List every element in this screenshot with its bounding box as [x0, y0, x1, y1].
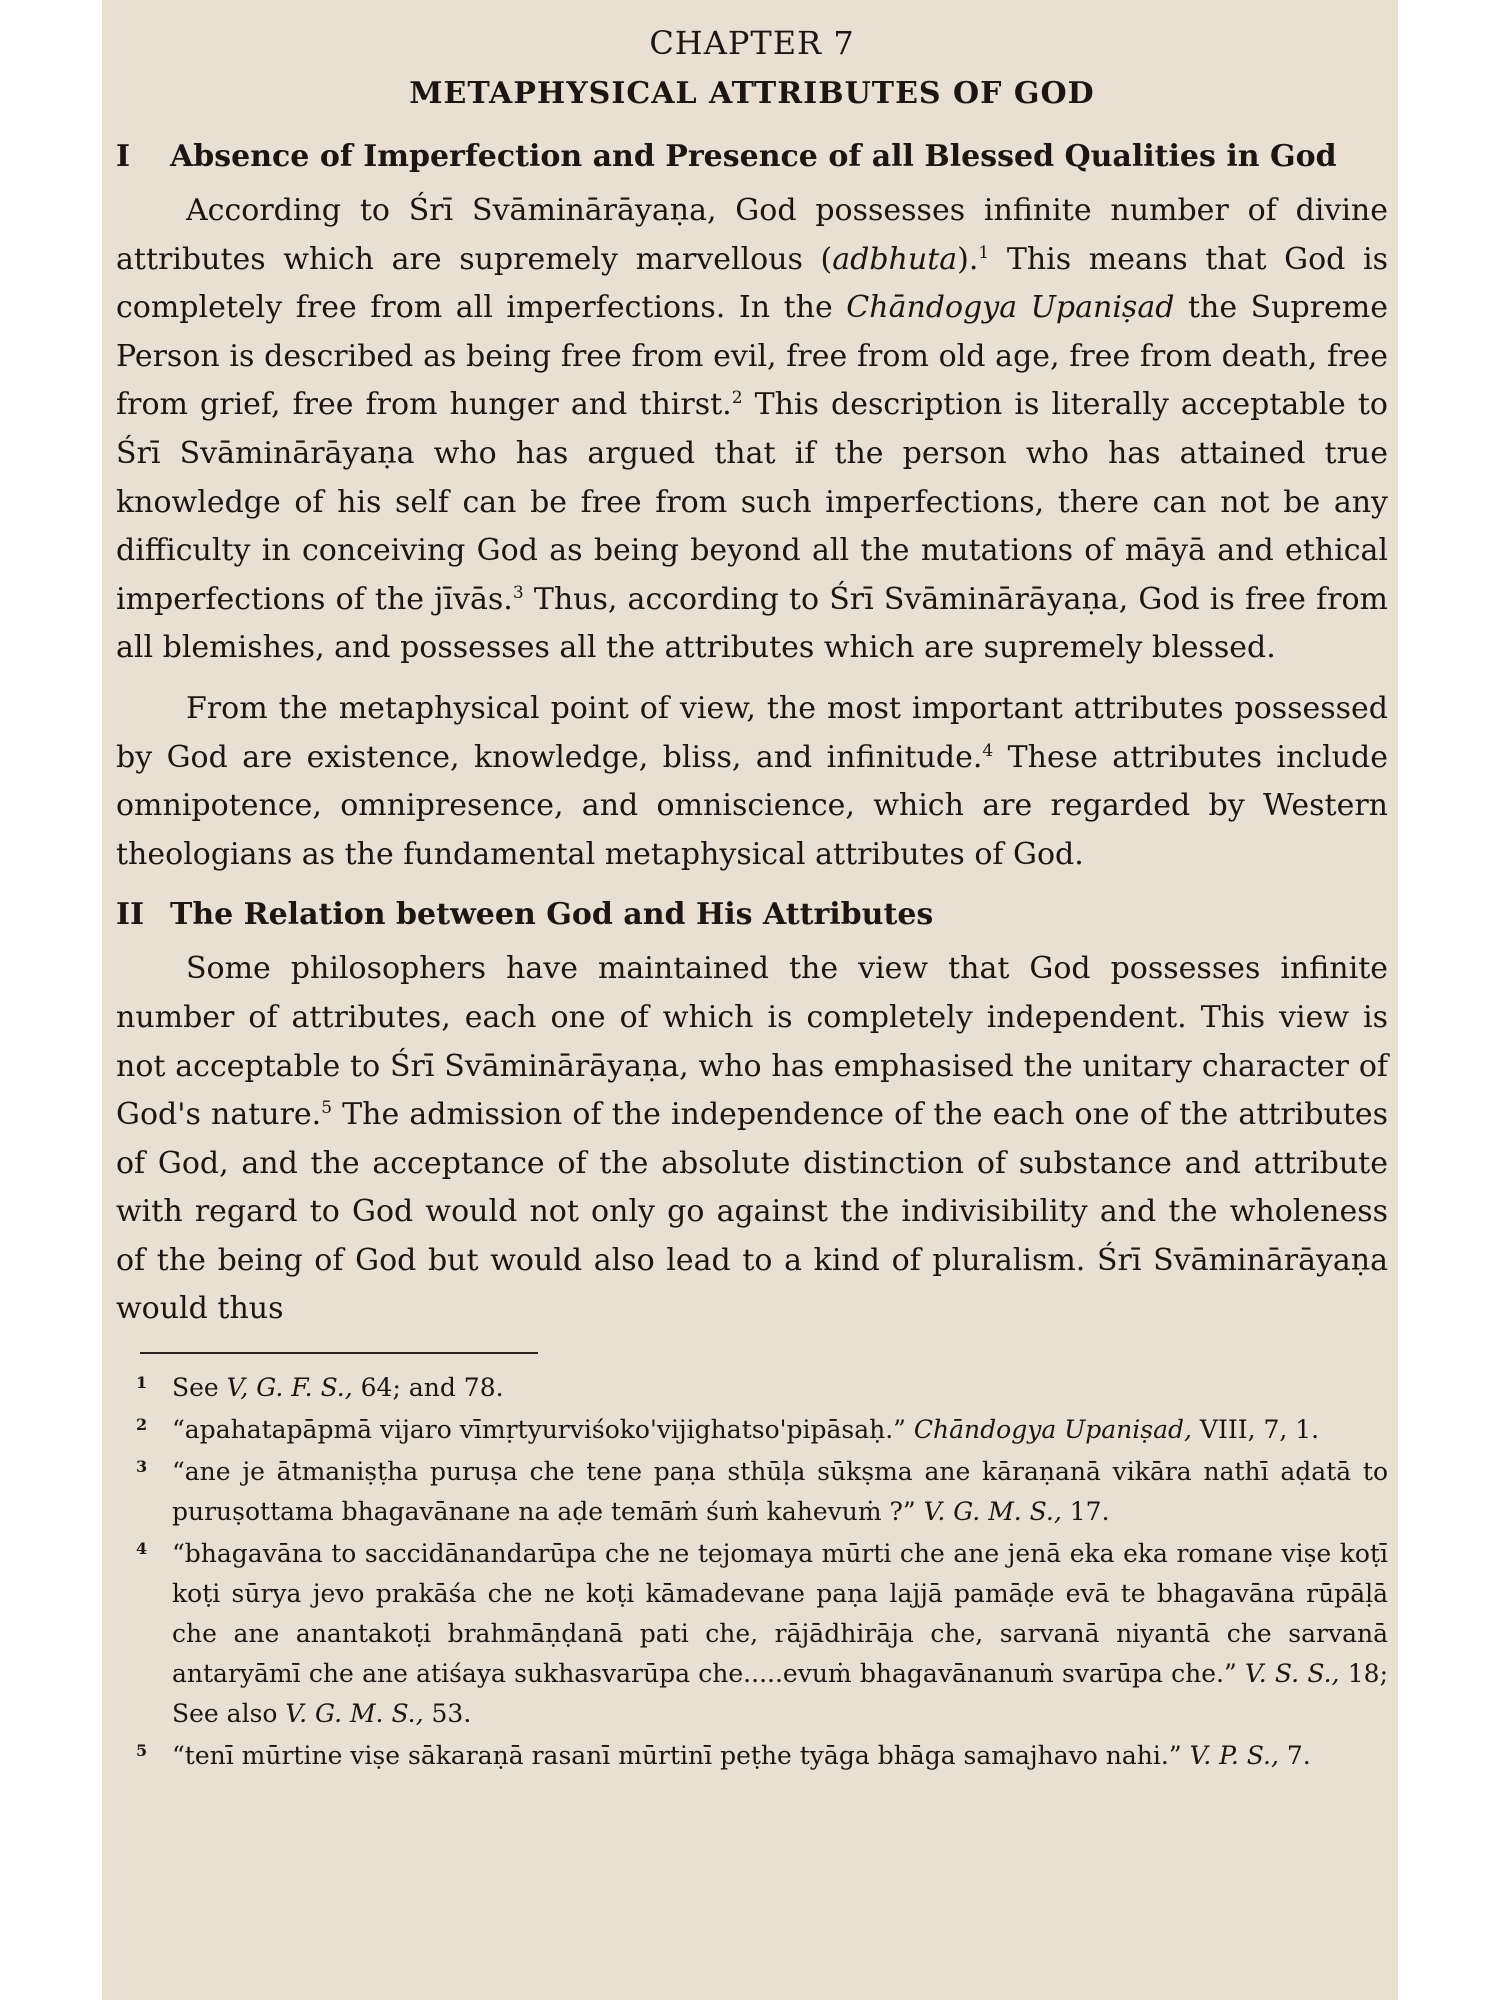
body-paragraph	[116, 945, 1388, 1334]
footnote-reference[interactable]: 3	[512, 582, 524, 603]
footnote	[116, 1452, 1388, 1532]
text-segment: “ane je ātmaniṣṭha puruṣa che tene paṇa sthūḷa sūkṣma ane kāraṇanā vikāra nathī aḍatā to puruṣottama bhagavānane na aḍe temāṁ śuṁ kahevuṁ ?”	[172, 1457, 1388, 1527]
text-segment: Some philosophers have maintained the view that God possesses infinite number of attributes, each one of which is completely independent. This view is not acceptable to Śrī Svāminārāyaṇa, who has emphasised the unitary character of God's nature.	[116, 951, 1388, 1133]
book-page	[102, 0, 1398, 2000]
section-title: Absence of Imperfection and Presence of all Blessed Qualities in God	[170, 139, 1337, 174]
text-segment: “bhagavāna to saccidānandarūpa che ne tejomaya mūrti che ane jenā eka eka romane viṣe koṭī koṭi sūrya jevo prakāśa che ne koṭi kāmadevane paṇa lajjā pamāḍe evā te bhagavāna rūpāḷā che ane anantakoṭi brahmāṇḍanā pati che, rājādhirāja che, sarvanā niyantā che sarvanā antaryāmī che ane atiśaya sukhasvarūpa che.....evuṁ bhagavānanuṁ svarūpa che.”	[172, 1539, 1388, 1689]
text-segment: 18; See also	[172, 1659, 1389, 1729]
text-segment: Thus, according to Śrī Svāminārāyaṇa, God is free from all blemishes, and possesses all the attributes which are supremely blessed.	[116, 581, 1388, 666]
text-segment: V. G. M. S.,	[923, 1497, 1062, 1527]
footnote-reference[interactable]: 2	[731, 388, 743, 409]
text-segment: See	[172, 1373, 227, 1403]
text-segment: V. G. M. S.,	[285, 1699, 424, 1729]
footnote-text	[172, 1410, 1388, 1450]
footnote-text	[172, 1534, 1388, 1734]
footnote-mark: 4	[136, 1539, 148, 1559]
footnote-reference[interactable]: 1	[978, 242, 990, 263]
footnote-text	[172, 1368, 1388, 1408]
text-segment: This description is literally acceptable to Śrī Svāminārāyaṇa who has argued that if the person who has attained true knowledge of his self can be free from such imperfections, there can not be any difficulty in conceiving God as being beyond all the mutations of māyā and ethical imperfections of the jīvās.	[116, 387, 1388, 617]
chapter-title: METAPHYSICAL ATTRIBUTES OF GOD	[409, 76, 1095, 111]
footnote	[116, 1410, 1388, 1450]
text-segment: 53.	[423, 1699, 472, 1729]
footnotes-list	[116, 1368, 1388, 1776]
text-segment: ).	[957, 241, 979, 277]
text-segment: 64; and 78.	[352, 1373, 504, 1403]
footnote-text	[172, 1452, 1388, 1532]
text-segment: V, G. F. S.,	[226, 1373, 353, 1403]
text-segment: V. P. S.,	[1189, 1741, 1279, 1771]
text-segment: From the metaphysical point of view, the most important attributes possessed by God are existence, knowledge, bliss, and infinitude.	[116, 690, 1388, 775]
section-title: The Relation between God and His Attributes	[170, 897, 934, 933]
footnote	[116, 1534, 1388, 1734]
text-segment: adbhuta	[832, 241, 958, 277]
text-segment: Chāndogya Upaniṣad,	[913, 1415, 1192, 1445]
section-heading	[116, 891, 1388, 939]
section-number: I	[116, 139, 131, 174]
footnote-divider	[140, 1352, 538, 1354]
body-paragraph	[116, 187, 1388, 673]
section-heading	[116, 133, 1388, 181]
footnote	[116, 1368, 1388, 1408]
sections-container	[116, 133, 1388, 1334]
footnote-mark: 1	[136, 1373, 148, 1393]
footnote-reference[interactable]: 5	[321, 1098, 333, 1119]
text-segment: These attributes include omnipotence, omnipresence, and omniscience, which are regarded by Western theologians as the fundamental metaphysical attributes of God.	[116, 739, 1388, 872]
text-segment: According to Śrī Svāminārāyaṇa, God possesses infinite number of divine attributes which are supremely marvellous (	[116, 193, 1388, 277]
footnote-mark: 2	[136, 1415, 148, 1435]
footnote-mark: 3	[136, 1457, 148, 1477]
text-segment: Chāndogya Upaniṣad	[846, 290, 1175, 326]
text-segment: “tenī mūrtine viṣe sākaraṇā rasanī mūrtinī peṭhe tyāga bhāga samajhavo nahi.”	[172, 1741, 1190, 1771]
text-segment: “apahatapāpmā vijaro vīmṛtyurviśoko'vijighatso'pipāsaḥ.”	[172, 1415, 914, 1445]
text-segment: the Supreme Person is described as being free from evil, free from old age, free from death, free from grief, free from hunger and thirst.	[116, 290, 1389, 423]
text-segment: V. S. S.,	[1245, 1659, 1340, 1689]
text-segment: This means that God is completely free from all imperfections. In the	[116, 241, 1388, 326]
section-number: II	[116, 897, 145, 933]
footnote-text	[172, 1736, 1388, 1776]
text-segment: 17.	[1061, 1497, 1110, 1527]
page-content	[116, 24, 1388, 1778]
footnote-reference[interactable]: 4	[982, 740, 994, 761]
body-paragraph	[116, 685, 1388, 879]
text-segment: 7.	[1278, 1741, 1311, 1771]
footnote	[116, 1736, 1388, 1776]
chapter-label: CHAPTER 7	[649, 24, 855, 62]
footnote-mark: 5	[136, 1741, 148, 1761]
text-segment: VIII, 7, 1.	[1191, 1415, 1320, 1445]
text-segment: The admission of the independence of the each one of the attributes of God, and the acceptance of the absolute distinction of substance and attribute with regard to God would not only go against the indivisibility and the wholeness of the being of God but would also lead to a kind of pluralism. Śrī Svāminārāyaṇa would thus	[116, 1097, 1389, 1327]
